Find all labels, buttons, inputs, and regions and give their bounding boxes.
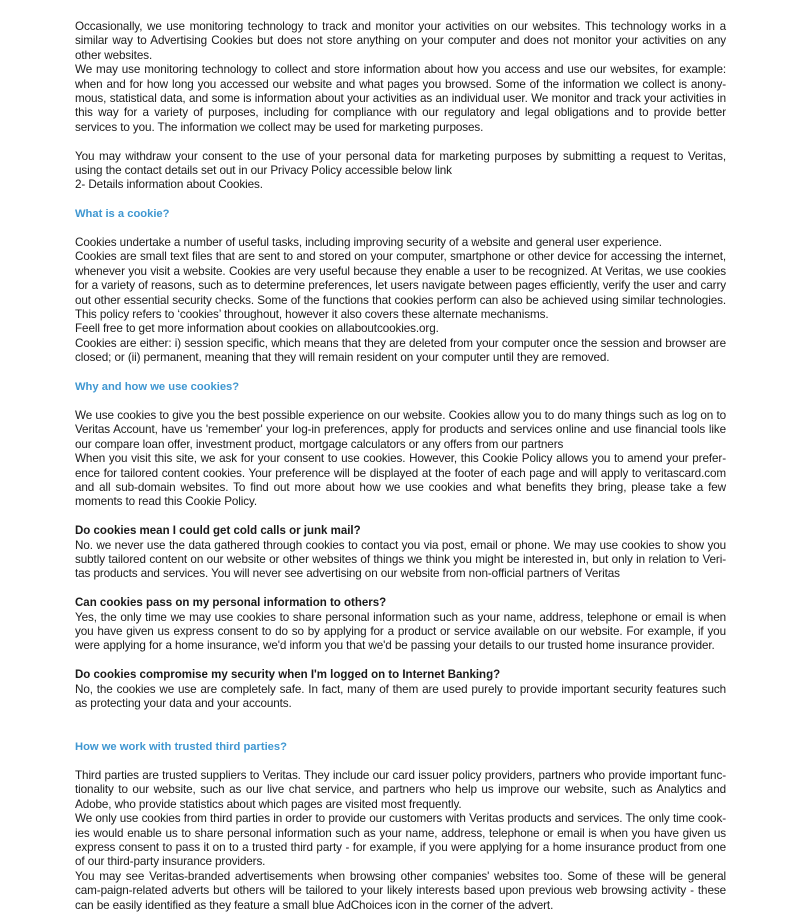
cookie-paragraph-3: Feell free to get more information about cookies on allaboutcookies.org. [75,322,439,336]
third-parties-paragraph-1: Third parties are trusted suppliers to Veritas. They include our card issuer policy providers, partners who provide important func-tionality to our website, such as our live chat service, and partners who help us improve our website, such as Analytics and Adobe, who provide statistics about which pages are visited most frequently. [75,768,726,811]
pass-info-paragraph: Yes, the only time we may use cookies to share personal information such as your name, address, telephone or email is when you have given us express consent to do so by applying for a product or service available on our website. For example, if you were applying for a home insurance, we'd inform you that we'd be passing your details to our trusted home insurance provider. [75,610,726,653]
intro-paragraph-3: You may withdraw your consent to the use of your personal data for marketing purposes by submitting a request to Veritas, using the contact details set out in our Privacy Policy accessible below link [75,149,726,178]
intro-paragraph-1: Occasionally, we use monitoring technology to track and monitor your activities on our websites. This technology works in a similar way to Advertising Cookies but does not store anything on your computer and does not monitor your activities on any other websites. [75,20,726,62]
cookie-paragraph-2: Cookies are small text files that are sent to and stored on your computer, smartphone or other device for accessing the internet, whenever you visit a website. Cookies are very useful because they enable a user to be recognized. At Veritas, we use cookies for a variety of reasons, such as to determine preferences, let users navigate between pages efficiently, verify the user and carry out other essential security checks. Some of the functions that cookies perform can also be achieved using similar technologies. This policy refers to ‘cookies’ throughout, however it also covers these alternate mechanisms. [75,250,726,322]
cookie-paragraph-4: Cookies are either: i) session specific, which means that they are deleted from your computer once the session and browser are closed; or (ii) permanent, meaning that they will remain resident on your computer until they are removed. [75,336,726,365]
security-paragraph: No, the cookies we use are completely safe. In fact, many of them are used purely to provide important security features such as protecting your data and your accounts. [75,682,726,710]
cold-calls-paragraph: No. we never use the data gathered through cookies to contact you via post, email or phone. We may use cookies to show you subtly tailored content on our website or other websites of things we think you might be interested in, but only in relation to Veri-tas products and services. You will never see advertising on our website from non-official partners of Veritas [75,538,726,581]
why-paragraph-2: When you visit this site, we ask for your consent to use cookies. However, this Cookie Policy allows you to amend your prefer-ence for tailored content cookies. Your preference will be displayed at the footer of each page and will apply to veritascard.com and all sub-domain websites. To find out more about how we use cookies and what benefits they bring, please take a few moments to read this Cookie Policy. [75,452,726,509]
heading-what-is-cookie: What is a cookie? [75,208,170,221]
heading-pass-info: Can cookies pass on my personal information to others? [75,597,387,610]
heading-cold-calls: Do cookies mean I could get cold calls or junk mail? [75,525,361,538]
intro-paragraph-4: 2- Details information about Cookies. [75,178,263,192]
intro-paragraph-2: We may use monitoring technology to collect and store information about how you access and use our websites, for example: when and for how long you accessed our website and what pages you browsed. Some of the information we collect is anony-mous, statistical data, and some is information about your activities as an individual user. We monitor and track your activities in this way for a variety of purposes, including for compliance with our regulatory and legal obligations and to provide better services to you. The information we collect may be used for marketing purposes. [75,63,726,134]
heading-third-parties: How we work with trusted third parties? [75,741,287,754]
third-parties-paragraph-2: We only use cookies from third parties in order to provide our customers with Veritas products and services. The only time cook-ies would enable us to share personal information such as your name, address, telephone or email is when you have given us express consent to pass it on to a trusted third party - for example, if you were applying for a home insurance product from one of our third-party insurance providers. [75,812,726,869]
heading-why-use-cookies: Why and how we use cookies? [75,381,240,394]
why-paragraph-1: We use cookies to give you the best possible experience on our website. Cookies allow you to do many things such as log on to Veritas Account, have us 'remember' your log-in preferences, apply for products and services online and use financial tools like our compare loan offer, investment product, mortgage calculators or any offers from our partners [75,408,726,451]
third-parties-paragraph-3: You may see Veritas-branded advertisements when browsing other companies' websites too. Some of these will be general cam-paign-related adverts but others will be tailored to your likely interests based upon previous web browsing activity - these can be easily identified as they feature a small blue AdChoices icon in the corner of the advert. [75,869,726,912]
heading-security: Do cookies compromise my security when I'm logged on to Internet Banking? [75,669,501,682]
cookie-paragraph-1: Cookies undertake a number of useful tasks, including improving security of a website and general user experience. [75,236,662,250]
